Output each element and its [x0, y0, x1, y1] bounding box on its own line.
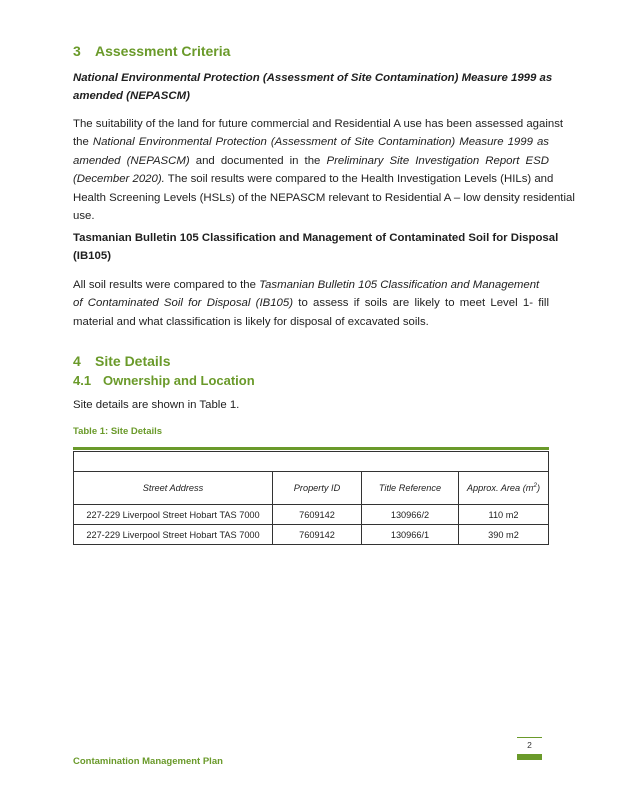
para-line [73, 133, 549, 151]
para-line: Health Screening Levels (HSLs) of the NEPASCM relevant to Residential A – low density residential [73, 191, 575, 204]
table-header-spacer [74, 452, 549, 472]
cell-title-reference: 130966/1 [362, 525, 459, 545]
para-line [73, 152, 549, 170]
header-superscript: 2 [533, 482, 538, 490]
para-line: material and what classification is likely for disposal of excavated soils. [73, 315, 429, 328]
para-line [73, 170, 554, 188]
subsection-number: 4.1 [73, 373, 92, 388]
text-run-italic: amended (NEPASCM) [73, 154, 190, 167]
text-run-italic: Preliminary Site Investigation Report ESD [326, 154, 549, 167]
spacer-cell [74, 452, 549, 472]
cell-street-address: 227-229 Liverpool Street Hobart TAS 7000 [74, 505, 273, 525]
cell-title-reference: 130966/2 [362, 505, 459, 525]
suitability-paragraph [73, 115, 575, 225]
text-run: All soil results were compared to the [73, 279, 260, 291]
para-line: The suitability of the land for future commercial and Residential A use has been assessed against [73, 118, 564, 130]
nepascm-subheading [73, 69, 553, 106]
section-3-heading [73, 43, 230, 59]
section-title: Site Details [95, 353, 171, 369]
section-4-1-heading [73, 373, 255, 388]
text-run: to assess if soils are likely to meet Level 1- fill [293, 297, 549, 310]
text-run-italic: National Environmental Protection (Assessment of Site Contamination) Measure 1999 as [92, 136, 549, 149]
text-run-italic: Tasmanian Bulletin 105 Classification and Management [259, 279, 540, 291]
para-line [73, 294, 549, 312]
cell-street-address: 227-229 Liverpool Street Hobart TAS 7000 [74, 525, 273, 545]
table-row [74, 525, 549, 545]
para-line: use. [73, 209, 95, 222]
page-number-rule [517, 737, 542, 738]
cell-property-id: 7609142 [273, 525, 362, 545]
header-text: Approx. Area (m [466, 483, 534, 494]
para-line: Site details are shown in Table 1. [73, 399, 240, 411]
text-run: and documented in the [189, 154, 327, 167]
column-header-area [459, 472, 549, 505]
section-4-heading [73, 353, 170, 369]
section-number: 4 [73, 353, 81, 369]
table-row [74, 505, 549, 525]
page-number: 2 [527, 740, 532, 750]
subheading-line: Tasmanian Bulletin 105 Classification and Management of Contaminated Soil for Disposal [73, 232, 559, 244]
text-run: the [73, 136, 93, 149]
column-header-property-id: Property ID [273, 472, 362, 505]
text-run-italic: (December 2020). [73, 173, 165, 186]
site-details-intro [73, 396, 549, 414]
column-header-title-reference: Title Reference [362, 472, 459, 505]
column-header-street-address: Street Address [74, 472, 273, 505]
table-caption: Table 1: Site Details [73, 426, 163, 437]
cell-property-id: 7609142 [273, 505, 362, 525]
text-run-italic: of Contaminated Soil for Disposal (IB105) [73, 297, 294, 310]
ib105-paragraph [73, 276, 549, 331]
section-title: Assessment Criteria [95, 43, 231, 59]
section-number: 3 [73, 43, 81, 59]
text-run: The soil results were compared to the Health Investigation Levels (HILs) and [164, 173, 554, 186]
subheading-line: amended (NEPASCM) [73, 90, 190, 103]
table-top-rule [73, 447, 549, 450]
footer-title: Contamination Management Plan [73, 756, 223, 767]
subheading-line: National Environmental Protection (Assessment of Site Contamination) Measure 1999 as [73, 72, 553, 84]
ib105-subheading [73, 229, 559, 266]
cell-area: 110 m2 [459, 505, 549, 525]
page-number-bar [517, 754, 542, 760]
cell-area: 390 m2 [459, 525, 549, 545]
site-details-table [73, 451, 549, 545]
subsection-title: Ownership and Location [103, 373, 255, 388]
header-text: ) [537, 483, 541, 494]
para-line [73, 276, 549, 294]
table-header-row [74, 472, 549, 505]
subheading-line: (IB105) [73, 250, 111, 263]
